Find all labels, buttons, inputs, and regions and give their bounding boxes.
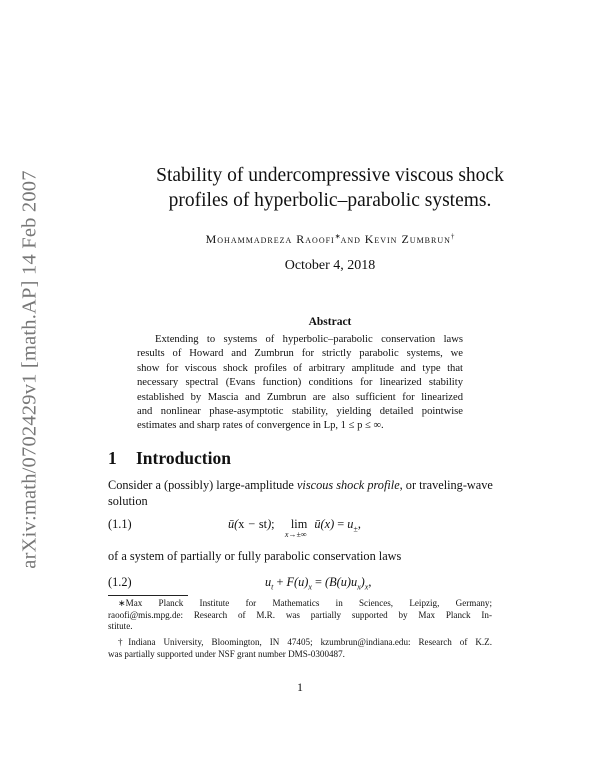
title-line-2: profiles of hyperbolic–parabolic systems.	[168, 190, 492, 211]
intro-paragraph	[108, 477, 492, 509]
abstract-line: Extending to systems of hyperbolic–parabolic conservation laws	[155, 334, 463, 345]
intro-paragraph-2	[108, 548, 492, 564]
footnote-1-line: ∗Max Planck Institute for Mathematics in Sciences, Leipzig, Germany;	[118, 598, 492, 608]
equation-1-1	[108, 517, 492, 539]
arxiv-identifier	[12, 146, 48, 592]
abstract-line: results of Howard and Zumbrun for strictly parabolic systems, we	[137, 348, 463, 360]
section-number: 1	[108, 448, 117, 468]
intro-line-3: of a system of partially or fully parabolic conservation laws	[108, 549, 402, 563]
paper-title	[100, 163, 560, 213]
footnote-rule	[108, 595, 188, 596]
intro-line-1	[108, 477, 492, 493]
intro-line-2: solution	[108, 494, 148, 509]
equation-body: ū(x − st); lim x→±∞ ū(x) = $u_\pm$,	[228, 517, 361, 539]
section-title: Introduction	[136, 448, 231, 468]
abstract-line: established by Mascia and Zumbrun are also sufficient for linearized	[137, 391, 463, 403]
author-1-footnote-mark: ∗	[334, 232, 341, 241]
footnotes	[108, 598, 492, 661]
author-2-footnote-mark: †	[450, 232, 455, 241]
equation-number: (1.2)	[108, 575, 132, 589]
abstract-heading: Abstract	[308, 316, 352, 328]
intro-text: Consider a (possibly) large-amplitude	[108, 478, 297, 492]
abstract-body	[137, 333, 463, 434]
author-list	[100, 232, 560, 247]
section-heading	[108, 448, 231, 469]
intro-emphasis: viscous shock profile	[296, 478, 400, 492]
abstract-line: show for viscous shock profiles of arbitrary amplitude and type that	[137, 362, 463, 374]
title-line-1: Stability of undercompressive viscous shock	[156, 165, 504, 186]
arxiv-identifier-text: arXiv:math/0702429v1 [math.AP] 14 Feb 2007	[18, 169, 41, 569]
equation-body: $u_t + F(u)_x = (B(u)u_x)_x$,	[265, 575, 372, 592]
abstract-line: necessary spectral (Evans function) conditions for linearized stability	[137, 377, 463, 389]
author-conjunction: and	[340, 232, 361, 246]
page-number: 1	[297, 680, 303, 694]
author-2: Kevin Zumbrun	[364, 232, 451, 246]
equation-number: (1.1)	[108, 517, 132, 531]
equation-1-2	[108, 575, 492, 593]
footnote-2-line: was partially supported under NSF grant number DMS-0300487.	[108, 648, 345, 659]
footnote-2-line: †Indiana University, Bloomington, IN 47405; kzumbrun@indiana.edu: Research of K.Z.	[118, 637, 492, 648]
footnote-1-line: raoofi@mis.mpg.de: Research of M.R. was partially supported by Max Planck In-	[108, 609, 492, 620]
intro-text: , or traveling-wave	[399, 478, 493, 492]
limit-operator: lim x→±∞	[284, 517, 308, 539]
abstract-line: and nonlinear phase-asymptotic stability, yielding detailed pointwise	[137, 406, 463, 418]
footnote-1-line: stitute.	[108, 621, 133, 632]
abstract-line: estimates and sharp rates of convergence in Lp, 1 ≤ p ≤ ∞.	[137, 420, 384, 432]
paper-date: October 4, 2018	[284, 258, 376, 273]
limit-subscript: x→±∞	[284, 530, 307, 539]
author-1: Mohammadreza Raoofi	[205, 232, 335, 246]
